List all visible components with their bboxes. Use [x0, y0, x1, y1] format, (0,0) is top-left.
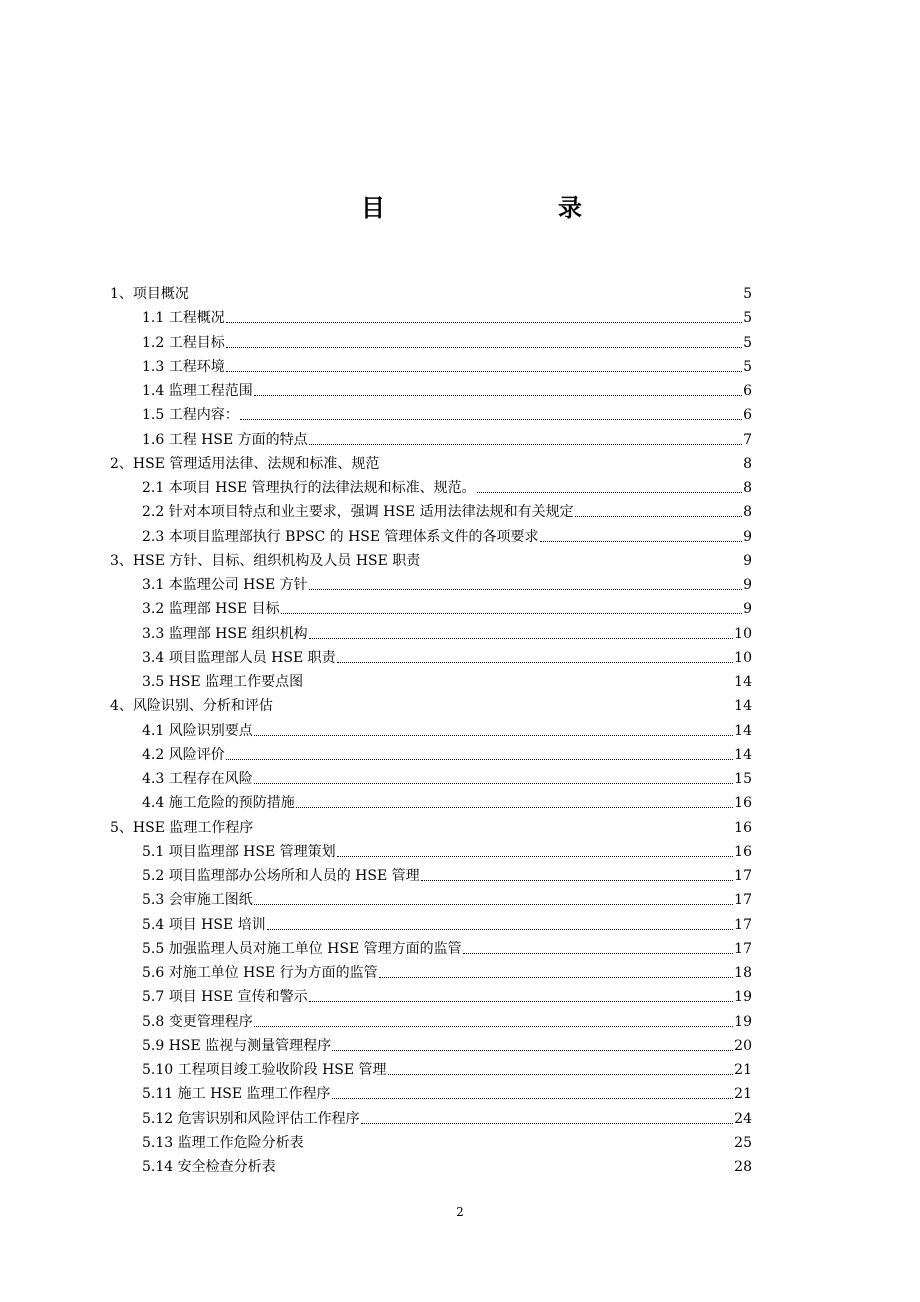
toc-entry[interactable]	[142, 304, 752, 328]
toc-entry[interactable]	[142, 911, 752, 935]
toc-label: 2.1 本项目 HSE 管理执行的法律法规和标准、规范。	[142, 480, 476, 496]
toc-entry[interactable]	[142, 329, 752, 353]
toc-label: 2、HSE 管理适用法律、法规和标准、规范	[110, 455, 380, 472]
dot-leader	[309, 637, 734, 639]
toc-page-number: 7	[743, 431, 752, 448]
toc-page-number: 10	[734, 649, 752, 666]
toc-section[interactable]	[110, 450, 752, 474]
toc-entry[interactable]	[142, 983, 752, 1007]
dot-leader	[309, 588, 742, 590]
toc-page-number: 8	[743, 455, 752, 472]
toc-label: 3.1 本监理公司 HSE 方针	[142, 577, 308, 593]
toc-label: 5.2 项目监理部办公场所和人员的 HSE 管理	[142, 868, 420, 884]
dot-leader	[540, 540, 743, 542]
dot-leader	[226, 370, 742, 372]
toc-label: 4、风险识别、分析和评估	[110, 698, 273, 715]
toc-page-number: 9	[743, 577, 752, 593]
toc-page-number: 18	[734, 965, 752, 981]
dot-leader	[361, 1122, 734, 1124]
toc-entry[interactable]	[142, 741, 752, 765]
toc-entry[interactable]	[142, 838, 752, 862]
toc-label: 5.9 HSE 监视与测量管理程序	[142, 1037, 332, 1054]
toc-page-number: 19	[734, 1013, 752, 1030]
toc-entry[interactable]	[142, 1008, 752, 1032]
toc-label: 5.12 危害识别和风险评估工作程序	[142, 1110, 360, 1127]
toc-page-number: 5	[743, 334, 752, 351]
toc-page-number: 10	[734, 625, 752, 642]
dot-leader	[267, 928, 734, 930]
toc-entry[interactable]	[142, 353, 752, 377]
toc-page-number: 17	[734, 940, 752, 957]
toc-label: 3.5 HSE 监理工作要点图	[142, 674, 304, 690]
dot-leader	[254, 903, 733, 905]
dot-leader	[309, 443, 742, 445]
toc-page-number: 9	[743, 552, 752, 569]
toc-entry[interactable]	[142, 765, 752, 789]
dot-leader	[337, 855, 734, 857]
dot-leader	[296, 806, 733, 808]
toc-label: 5.1 项目监理部 HSE 管理策划	[142, 843, 336, 860]
toc-entry[interactable]	[142, 620, 752, 644]
toc-label: 4.4 施工危险的预防措施	[142, 795, 295, 812]
toc-entry[interactable]	[142, 789, 752, 813]
toc-label: 3.3 监理部 HSE 组织机构	[142, 625, 308, 642]
dot-leader	[226, 346, 742, 348]
toc-page-number: 25	[734, 1134, 752, 1151]
dot-leader	[226, 321, 742, 323]
toc-title	[0, 190, 920, 226]
toc-label: 1.5 工程内容：	[142, 407, 239, 424]
dot-leader	[254, 782, 733, 784]
toc-label: 1.4 监理工程范围	[142, 383, 253, 399]
toc-entry[interactable]	[142, 1105, 752, 1129]
toc-entry[interactable]	[142, 886, 752, 910]
toc-label: 5.10 工程项目竣工验收阶段 HSE 管理	[142, 1062, 387, 1078]
dot-leader	[421, 879, 734, 881]
toc-section[interactable]	[110, 814, 752, 838]
toc-page-number: 28	[734, 1159, 752, 1175]
toc-entry[interactable]	[142, 571, 752, 595]
toc-label: 2.2 针对本项目特点和业主要求，强调 HSE 适用法律法规和有关规定	[142, 504, 574, 521]
toc-page-number: 5	[743, 286, 752, 302]
toc-page-number: 6	[743, 383, 752, 399]
toc-label: 5.11 施工 HSE 监理工作程序	[142, 1086, 331, 1103]
toc-label: 5.7 项目 HSE 宣传和警示	[142, 989, 308, 1006]
toc-entry[interactable]	[142, 862, 752, 886]
toc-page-number: 14	[734, 722, 752, 739]
toc-label: 2.3 本项目监理部执行 BPSC 的 HSE 管理体系文件的各项要求	[142, 528, 539, 545]
toc-page-number: 6	[743, 407, 752, 424]
toc-entry[interactable]	[142, 401, 752, 425]
toc-entry[interactable]	[142, 1032, 752, 1056]
toc-label: 1、项目概况	[110, 286, 189, 302]
toc-entry[interactable]	[142, 644, 752, 668]
toc-label: 5.6 对施工单位 HSE 行为方面的监管	[142, 965, 378, 981]
toc-entry[interactable]	[142, 1129, 752, 1153]
toc-page-number: 16	[734, 795, 752, 812]
dot-leader	[309, 1000, 734, 1002]
toc-entry[interactable]	[142, 426, 752, 450]
toc-label: 5.13 监理工作危险分析表	[142, 1134, 304, 1151]
toc-label: 5.4 项目 HSE 培训	[142, 916, 266, 933]
toc-page-number: 24	[734, 1110, 752, 1127]
toc-label: 5、HSE 监理工作程序	[110, 819, 254, 836]
toc-page-number: 21	[734, 1086, 752, 1103]
toc-entry[interactable]	[142, 668, 752, 692]
toc-entry[interactable]	[142, 935, 752, 959]
toc-page-number: 21	[734, 1062, 752, 1078]
toc-page-number: 15	[734, 771, 752, 787]
toc-entry[interactable]	[142, 1056, 752, 1080]
toc-label: 1.3 工程环境	[142, 358, 225, 375]
toc-entry[interactable]	[142, 474, 752, 498]
toc-entry[interactable]	[142, 959, 752, 983]
toc-section[interactable]	[110, 280, 752, 304]
toc-page-number: 14	[734, 698, 752, 715]
dot-leader	[226, 758, 733, 760]
dot-leader	[332, 1049, 733, 1051]
dot-leader	[477, 491, 742, 493]
toc-label: 1.6 工程 HSE 方面的特点	[142, 431, 308, 448]
toc-label: 1.1 工程概况	[142, 310, 225, 327]
toc-label: 4.3 工程存在风险	[142, 771, 253, 787]
toc-label: 3、HSE 方针、目标、组织机构及人员 HSE 职责	[110, 552, 421, 569]
toc-entry[interactable]	[142, 1080, 752, 1104]
toc-label: 4.2 风险评价	[142, 746, 225, 763]
toc-page-number: 14	[734, 746, 752, 763]
toc-page-number: 20	[734, 1037, 752, 1054]
toc-page-number: 9	[743, 528, 752, 545]
dot-leader	[254, 734, 733, 736]
toc-label: 4.1 风险识别要点	[142, 722, 253, 739]
toc-page-number: 5	[743, 310, 752, 327]
toc-label: 1.2 工程目标	[142, 334, 225, 351]
title-char-1: 目	[361, 193, 385, 222]
dot-leader	[379, 976, 734, 978]
toc-entry[interactable]	[142, 1153, 752, 1177]
toc-page-number: 17	[734, 868, 752, 884]
toc-entry[interactable]	[142, 717, 752, 741]
toc-entry[interactable]	[142, 498, 752, 522]
toc-entry[interactable]	[142, 377, 752, 401]
toc-entry[interactable]	[142, 523, 752, 547]
toc-page-number: 17	[734, 916, 752, 933]
toc-page-number: 19	[734, 989, 752, 1006]
toc-page-number: 8	[743, 504, 752, 521]
toc-section[interactable]	[110, 692, 752, 716]
dot-leader	[281, 612, 742, 614]
toc-label: 5.14 安全检查分析表	[142, 1159, 276, 1175]
toc-label: 5.8 变更管理程序	[142, 1013, 253, 1030]
dot-leader	[254, 1025, 733, 1027]
toc-label: 3.2 监理部 HSE 目标	[142, 601, 280, 618]
dot-leader	[240, 418, 742, 420]
dot-leader	[332, 1097, 734, 1099]
toc-label: 5.3 会审施工图纸	[142, 892, 253, 909]
toc-entry[interactable]	[142, 595, 752, 619]
dot-leader	[463, 952, 734, 954]
toc-label: 3.4 项目监理部人员 HSE 职责	[142, 649, 336, 666]
page-number: 2	[456, 1205, 464, 1219]
toc-page-number: 14	[734, 674, 752, 690]
toc-label: 5.5 加强监理人员对施工单位 HSE 管理方面的监管	[142, 940, 462, 957]
dot-leader	[575, 515, 742, 517]
title-char-2: 录	[558, 193, 582, 222]
toc-page-number: 16	[734, 819, 752, 836]
toc-page-number: 5	[743, 358, 752, 375]
toc-page-number: 16	[734, 843, 752, 860]
toc-page-number: 9	[743, 601, 752, 618]
dot-leader	[388, 1073, 734, 1075]
dot-leader	[254, 394, 742, 396]
toc-page-number: 17	[734, 892, 752, 909]
toc-section[interactable]	[110, 547, 752, 571]
dot-leader	[337, 661, 734, 663]
toc-page-number: 8	[743, 480, 752, 496]
